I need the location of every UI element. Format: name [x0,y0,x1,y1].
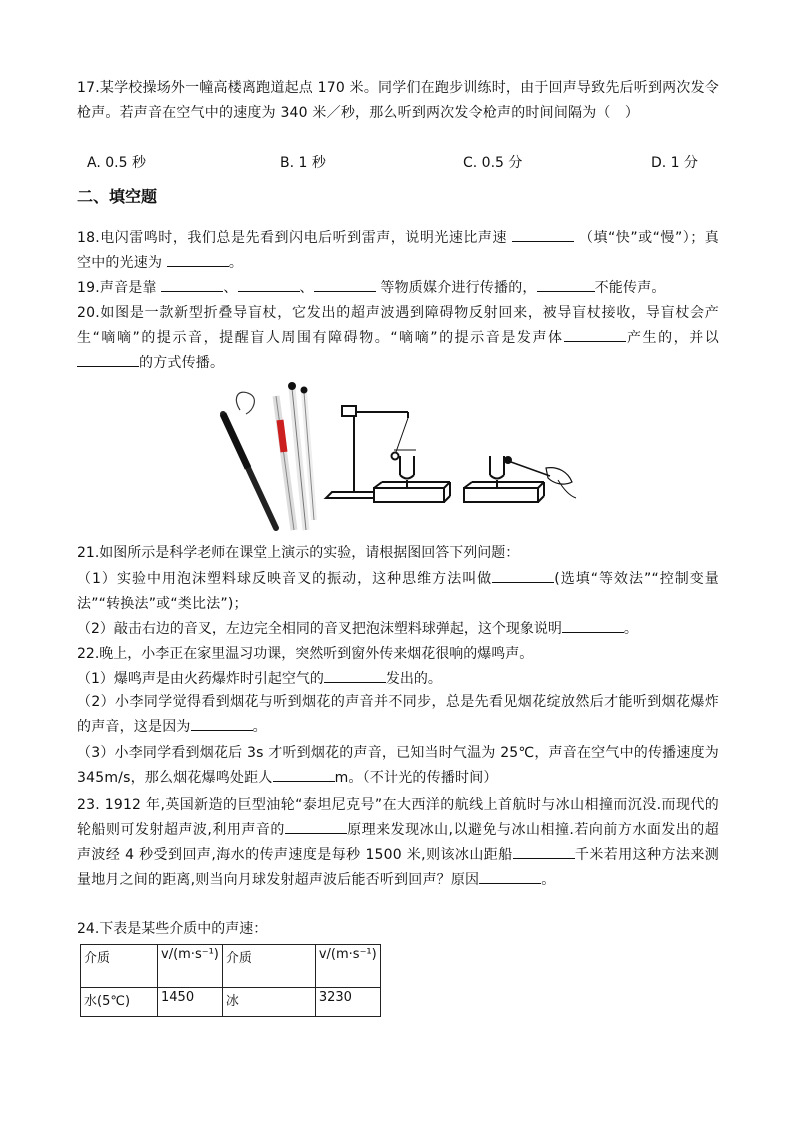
q21-sub-2 [77,618,638,640]
q18-text-1: 18.电闪雷鸣时，我们总是先看到闪电后听到雷声，说明光速比声速 [77,230,507,246]
table-row [81,988,381,1017]
q19-text-1: 19.声音是靠 [77,280,157,296]
q21-blank-1 [492,568,554,583]
q22-blank-3 [273,767,335,782]
section-title: 二、填空题 [77,187,158,206]
q22-sub-3-text-2: m。（不计光的传播时间） [334,770,498,786]
q22-blank-1 [324,668,386,683]
q19-sep-1: 、 [223,280,238,296]
q21-sub-1 [77,567,719,617]
q18-blank-2 [167,252,229,267]
q22-sub-2 [77,690,719,740]
q22-sub-1-text-1: （1）爆鸣声是由火药爆炸时引起空气的 [77,671,324,687]
q22-sub-2-text-2: 。 [252,719,267,735]
q24-stem: 24.下表是某些介质中的声速： [77,921,268,937]
table-cell: 冰 [222,988,315,1017]
q20-blank-2 [77,352,139,367]
q22-sub-1 [77,668,442,690]
q17-option-c: C. 0.5 分 [463,155,523,171]
q18-text-2: （填“快”或“慢”）；真空中的光速为 [77,230,719,271]
q19-blank-3 [314,277,376,292]
q21-blank-2 [562,618,624,633]
q23-text-3: 千米若用这种方法来测量地月之间的距离,则当向月球发射超声波后能否听到回声？原因 [77,847,720,888]
q22-sub-3-text-1: （3）小李同学看到烟花后 3s 才听到烟花的声音，已知当时气温为 25℃，声音在空气中的传播速度为 345m/s，那么烟花爆鸣处距人 [77,745,719,786]
q23-blank-1 [285,819,347,834]
q20-text-1: 20.如图是一款新型折叠导盲杖，它发出的超声波遇到障碍物反射回来，被导盲杖接收，导盲杖会产生“嘀嘀”的提示音，提醒盲人周围有障碍物。“嘀嘀”的提示音是发声体 [77,305,719,346]
q23-blank-3 [479,869,541,884]
q22-sub-2-text-1: （2）小李同学觉得看到烟花与听到烟花的声音并不同步，总是先看见烟花绽放然后才能听到烟花爆炸的声音，这是因为 [77,694,719,735]
q19-text-2: 等物质媒介进行传播的， [380,280,537,296]
q18-text-3: 。 [228,255,244,271]
q19-sep-2: 、 [299,280,314,296]
q20-blank-1 [564,327,626,342]
q19-blank-2 [238,277,300,292]
q19-blank-4 [537,277,595,292]
q22-blank-2 [191,716,253,731]
q22-stem: 22.晚上，小李正在家里温习功课，突然听到窗外传来烟花很响的爆鸣声。 [77,646,534,662]
tuning-fork-experiment [326,406,450,502]
q17-option-d: D. 1 分 [651,155,699,171]
q23-text-1: 23. 1912 年,英国新造的巨型油轮“泰坦尼克号”在大西洋的航线上首航时与冰山相撞而沉没.而现代的轮船则可发射超声波,利用声音的 [77,797,719,838]
table-cell: 3230 [315,988,380,1017]
table-header-cell: 介质 [81,945,158,988]
question-23 [77,793,719,893]
experiment-figure [218,380,580,532]
q22-sub-1-text-2: 发出的。 [385,671,442,687]
table-header-cell: v/(m·s⁻¹) [158,945,223,988]
q23-blank-2 [513,844,575,859]
table-cell: 1450 [158,988,223,1017]
q20-text-2: 产生的，并以 [625,330,719,346]
table-header-row [81,945,381,988]
table-cell: 水(5℃) [81,988,158,1017]
folding-cane-image [223,382,314,530]
question-20 [77,301,719,376]
q18-blank-1 [512,227,574,242]
q19-blank-1 [161,277,223,292]
sound-speed-table [80,944,381,1017]
q21-sub-2-text-2: 。 [623,621,638,637]
question-19 [77,276,719,301]
q23-text-4: 。 [541,872,556,888]
table-header-cell: v/(m·s⁻¹) [315,945,380,988]
q21-stem: 21.如图所示是科学老师在课堂上演示的实验，请根据图回答下列问题： [77,545,520,561]
q22-sub-3 [77,741,719,791]
question-18 [77,226,719,276]
q23-text-2: 原理来发现冰山,以避免与冰山相撞.若向前方水面发出的超声波经 4 秒受到回声,海水的传声速度是每秒 1500 米,则该冰山距船 [77,822,719,863]
q21-sub-2-text-1: （2）敲击右边的音叉，左边完全相同的音叉把泡沫塑料球弹起，这个现象说明 [77,621,562,637]
q21-sub-1-text-1: （1）实验中用泡沫塑料球反映音叉的振动，这种思维方法叫做 [77,571,493,587]
q17-option-b: B. 1 秒 [280,155,326,171]
table-header-cell: 介质 [222,945,315,988]
q21-sub-1-text-2: (选填“等效法”“控制变量法”“转换法”或“类比法”)； [77,571,719,612]
question-17-stem: 17.某学校操场外一幢高楼离跑道起点 170 米。同学们在跑步训练时，由于回声导致先后听到两次发令枪声。若声音在空气中的速度为 340 米／秒，那么听到两次发令枪声的时间间隔为（ ） [77,80,719,121]
q20-text-3: 的方式传播。 [139,355,225,371]
q19-text-3: 不能传声。 [594,280,666,296]
q17-option-a: A. 0.5 秒 [87,155,146,171]
right-tuning-fork-with-mallet [464,456,576,502]
